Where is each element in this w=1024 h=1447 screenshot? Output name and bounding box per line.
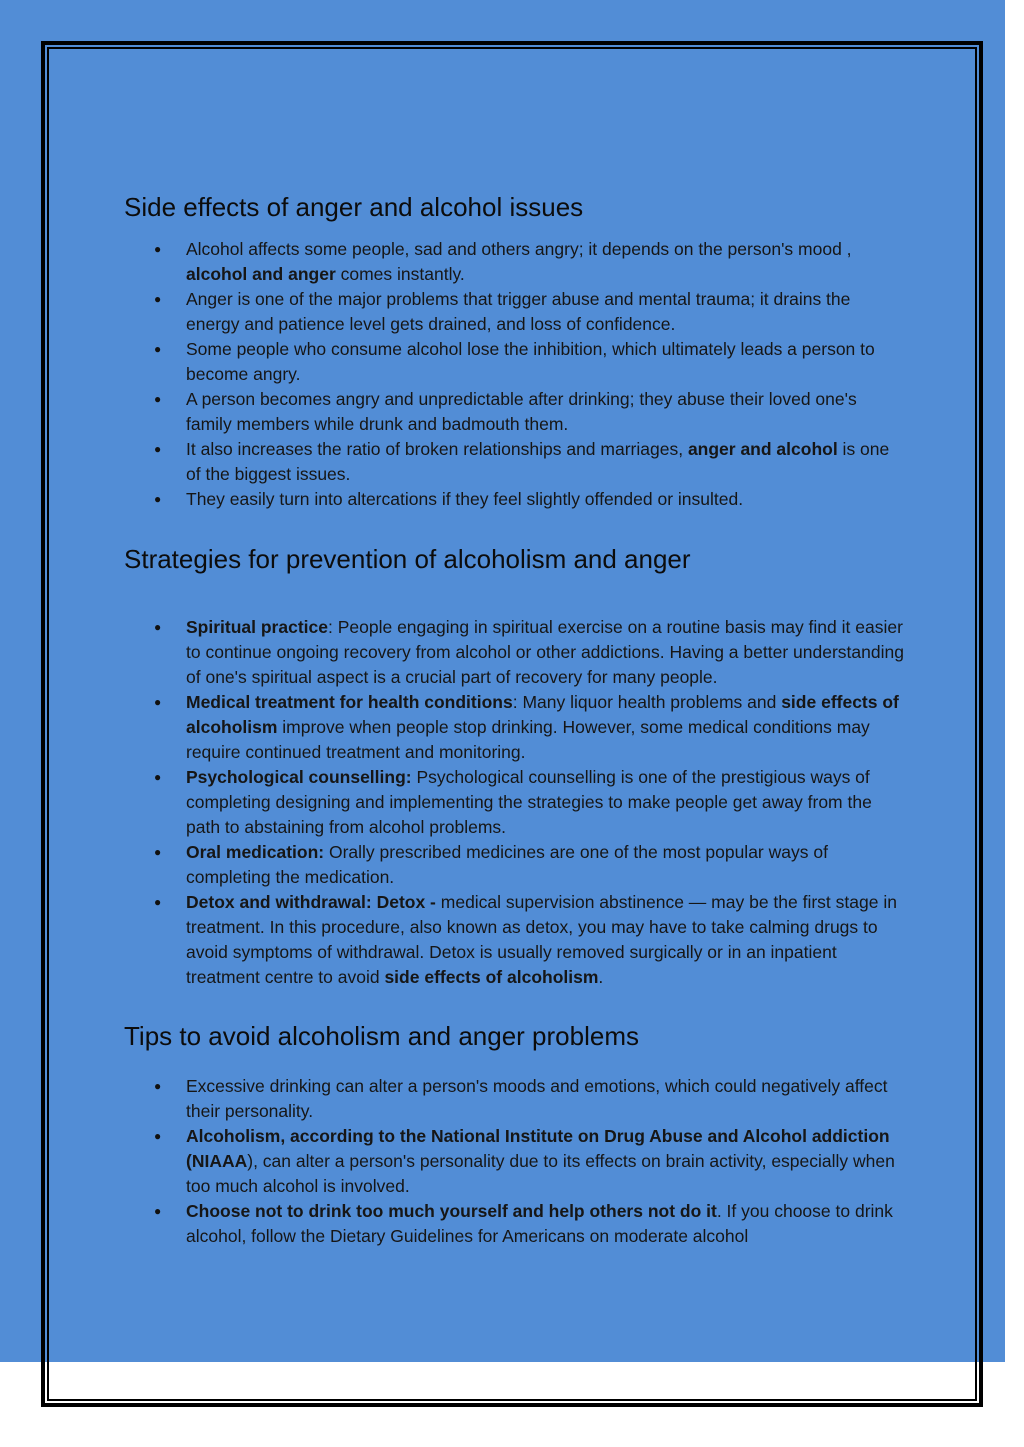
list-item: [124, 337, 904, 387]
text-run: It also increases the ratio of broken relationships and marriages,: [186, 439, 688, 459]
list-item: [124, 690, 904, 765]
list-item: [124, 387, 904, 437]
heading-tips: Tips to avoid alcoholism and anger problems: [124, 1021, 639, 1051]
document-body: [124, 190, 904, 1249]
text-run: ), can alter a person's personality due to its effects on brain activity, especially when too much alcohol is involved.: [186, 1151, 895, 1196]
list-item: [124, 237, 904, 287]
text-run: .: [598, 967, 604, 987]
list-item: [124, 1124, 904, 1199]
text-run: A person becomes angry and unpredictable after drinking; they abuse their loved one's family members while drunk and badmouth them.: [186, 389, 857, 434]
bold-text: Choose not to drink too much yourself and help others not do it: [186, 1201, 717, 1221]
list-item: [124, 487, 904, 512]
bold-text: Medical treatment for health conditions: [186, 692, 513, 712]
list-item: [124, 1074, 904, 1124]
heading-side-effects: Side effects of anger and alcohol issues: [124, 192, 584, 222]
list-item: [124, 437, 904, 487]
side-effects-list: [124, 237, 904, 512]
text-run: Orally prescribed medicines are one of the most popular ways of completing the medication.: [186, 842, 828, 887]
text-run: is one of the biggest issues.: [186, 439, 890, 484]
text-run: : People engaging in spiritual exercise on a routine basis may find it easier to continue ongoing recovery from alcohol or other addictions. Having a better understanding of one's spiritual aspect is a crucial part of recovery for many people.: [186, 617, 904, 687]
heading-strategies: Strategies for prevention of alcoholism and anger: [124, 544, 691, 574]
text-run: improve when people stop drinking. However, some medical conditions may require continued treatment and monitoring.: [186, 717, 870, 762]
text-run: Psychological counselling is one of the prestigious ways of completing designing and implementing the strategies to make people get away from the path to abstaining from alcohol problems.: [186, 767, 872, 837]
text-run: Some people who consume alcohol lose the inhibition, which ultimately leads a person to become angry.: [186, 339, 875, 384]
bold-text: side effects of alcoholism: [186, 692, 899, 737]
text-run: comes instantly.: [335, 264, 465, 284]
text-run: . If you choose to drink alcohol, follow the Dietary Guidelines for Americans on moderate alcohol: [186, 1201, 893, 1246]
text-run: Anger is one of the major problems that trigger abuse and mental trauma; it drains the energy and patience level gets drained, and loss of confidence.: [186, 289, 851, 334]
bold-text: Detox and withdrawal: Detox -: [186, 892, 436, 912]
bold-text: Oral medication:: [186, 842, 325, 862]
text-run: Alcohol affects some people, sad and others angry; it depends on the person's mood ,: [186, 239, 852, 259]
list-item: [124, 840, 904, 890]
list-item: [124, 1199, 904, 1249]
text-run: medical supervision abstinence — may be the first stage in treatment. In this procedure, also known as detox, you may have to take calming drugs to avoid symptoms of withdrawal. Detox is usually removed surgically or in an inpatient treatment centre to avoid: [186, 892, 897, 987]
bold-text: Psychological counselling:: [186, 767, 412, 787]
text-run: Excessive drinking can alter a person's moods and emotions, which could negatively affect their personality.: [186, 1076, 888, 1121]
text-run: They easily turn into altercations if they feel slightly offended or insulted.: [186, 489, 744, 509]
text-run: : Many liquor health problems and: [512, 692, 782, 712]
list-item: [124, 890, 904, 990]
list-item: [124, 615, 904, 690]
tips-list: [124, 1074, 904, 1249]
bold-text: alcohol and anger: [186, 264, 336, 284]
bold-text: Spiritual practice: [186, 617, 328, 637]
bold-text: anger and alcohol: [687, 439, 838, 459]
bold-text: Alcoholism, according to the National Institute on Drug Abuse and Alcohol addiction (NIAAA: [186, 1126, 890, 1171]
list-item: [124, 287, 904, 337]
bold-text: side effects of alcoholism: [384, 967, 599, 987]
strategies-list: [124, 615, 904, 990]
list-item: [124, 765, 904, 840]
